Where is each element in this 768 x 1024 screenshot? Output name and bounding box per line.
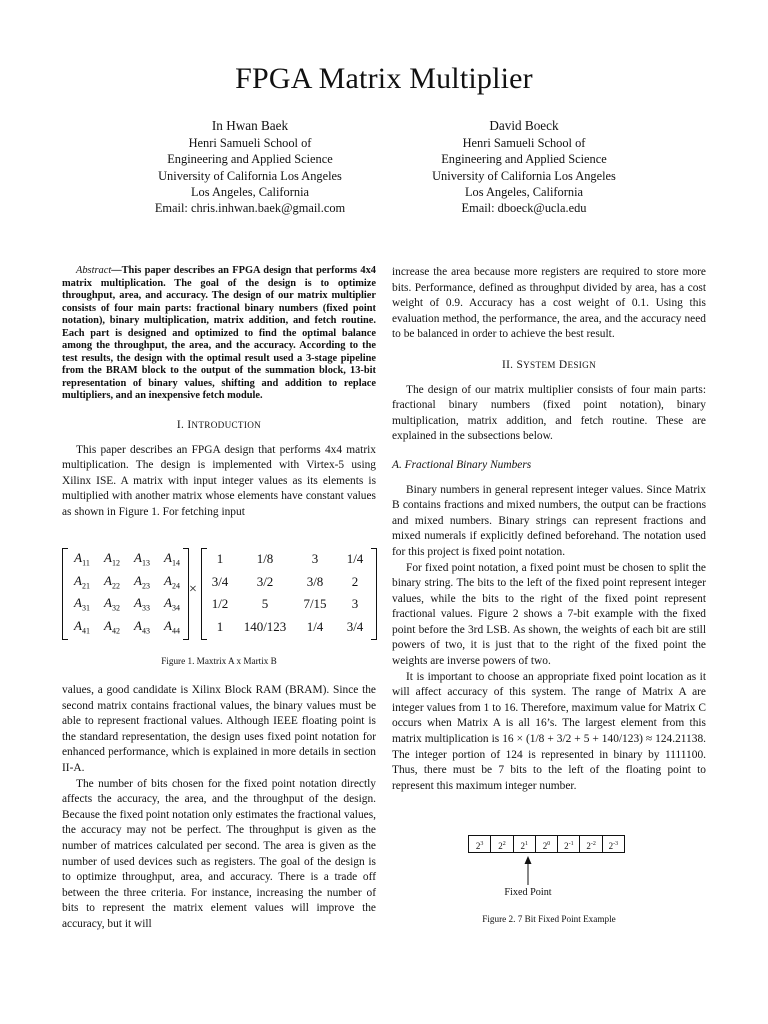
abstract	[62, 265, 376, 403]
times-symbol: ×	[189, 582, 197, 597]
matrix-a	[67, 548, 187, 638]
paragraph: The number of bits chosen for the fixed point notation directly affects the accuracy, the area, and the throughput of the design. Because the fixed point notation only estimates the fractional values, the accuracy may not be perfect. The throughput is given as the number of matrices calculated per second. The area is given as the number of used devices such as registers. The goal of the design is to optimize throughput, area, and accuracy. There is a trade off between the three criteria. For instance, increasing the number of bits to represent the matrix element values will improve the accuracy, but it will	[62, 777, 376, 930]
matrix-a-cell: $A_{12}$	[104, 550, 120, 569]
matrix-b-cell: 3	[311, 551, 319, 567]
matrix-a-cell: $A_{24}$	[164, 572, 180, 591]
paragraph: Binary numbers in general represent integer values. Since Matrix B contains fractions and mixed numbers, the output can be fractions and mixed numbers. Binary strings can represent fractions and mixed numerals if explicitly defined beforehand. The notation used for this project is fixed point notation.	[392, 483, 706, 558]
author-affiliation: Henri Samueli School of	[188, 136, 312, 151]
right-column	[392, 265, 706, 794]
matrix-a-cell: $A_{23}$	[134, 572, 150, 591]
author-1	[120, 118, 380, 216]
matrix-a-cell: $A_{14}$	[164, 550, 180, 569]
bit-weight-cell: $2^{-3}$	[608, 841, 619, 851]
matrix-a-cell: $A_{44}$	[164, 617, 180, 636]
matrix-a-cell: $A_{13}$	[134, 550, 150, 569]
matrix-a-cell: $A_{32}$	[104, 595, 120, 614]
author-email: Email: chris.inhwan.baek@gmail.com	[154, 201, 346, 216]
matrix-b-cell: 1/4	[306, 618, 324, 634]
matrix-b-cell: 140/123	[243, 618, 287, 634]
matrix-b-cell: 2	[351, 573, 359, 589]
author-affiliation: Engineering and Applied Science	[167, 152, 333, 167]
matrix-a-cell: $A_{41}$	[74, 617, 90, 636]
bit-weight-cell: $2^{-2}$	[580, 836, 602, 852]
subsection-heading: A. Fractional Binary Numbers	[392, 458, 532, 471]
matrix-b-cell: 5	[261, 596, 269, 612]
paragraph: For fixed point notation, a fixed point must be chosen to split the binary string. The bits to the left of the fixed point represent integer values, while the bits to the right of the fixed point represent fractional values. Figure 2 shows a 7-bit example with the fixed point before the 3rd LSB. As shown, the weights of each bit are still powers of two, it is just that to the right of the fixed point the weights are inverse powers of two.	[392, 561, 706, 668]
matrix-b-cell: 3/8	[306, 573, 324, 589]
bit-weight-cell: $2^3$	[469, 836, 491, 852]
section-heading: I. INTRODUCTION	[176, 419, 262, 432]
matrix-b-cell: 1/4	[346, 551, 364, 567]
matrix-b-cell: 3/4	[346, 618, 364, 634]
bit-weight-cell: $2^1$	[514, 836, 536, 852]
matrix-b-cell: 1	[216, 551, 224, 567]
bit-weight-cell: $2^0$	[536, 836, 558, 852]
matrix-a-cell: $A_{34}$	[164, 595, 180, 614]
matrix-a-cell: $A_{22}$	[104, 572, 120, 591]
matrix-b-cell: 3	[351, 596, 359, 612]
abstract-label: Abstract	[76, 265, 112, 276]
fixed-point-label: Fixed Point	[504, 887, 552, 898]
matrix-b-cell: 1/8	[256, 551, 274, 567]
paragraph: It is important to choose an appropriate fixed point location as it will affect accuracy of this system. The range of Matrix A are integer values from 1 to 16. Therefore, maximum value for Matrix C occurs when Matrix A is all 16’s. The largest element from this matrix multiplication is 16 × (1/8 + 3/2 + 5 + 140/123) ≈ 124.21138. The integer portion of 124 is represented in binary by 1111100. Thus, there must be 7 bits to the left of the floating point to represent this maximum integer number.	[392, 670, 706, 792]
author-2	[394, 118, 654, 216]
author-name: In Hwan Baek	[211, 118, 289, 133]
figure-2-caption: Figure 2. 7 Bit Fixed Point Example	[482, 914, 616, 924]
matrix-b	[204, 548, 374, 638]
left-column	[62, 265, 376, 521]
paragraph: increase the area because more registers are required to store more bits. Performance, defined as throughput divided by area, has a cost weight of 0.9. Accuracy has a cost weight of 0.1. Using this evaluation method, the performance, the area, and the accuracy need to be balanced in order to achieve the best result.	[392, 266, 706, 341]
matrix-a-cell: $A_{31}$	[74, 595, 90, 614]
matrix-a-cell: $A_{33}$	[134, 595, 150, 614]
figure-1-caption: Figure 1. Maxtrix A x Martix B	[161, 656, 277, 666]
right-bracket	[371, 548, 377, 640]
matrix-a-cell: $A_{42}$	[104, 617, 120, 636]
matrix-a-cell: $A_{21}$	[74, 572, 90, 591]
matrix-b-cell: 1	[216, 618, 224, 634]
author-email: Email: dboeck@ucla.edu	[461, 201, 587, 216]
section-heading: II. SYSTEM DESIGN	[501, 358, 597, 371]
bit-weight-cell: $2^2$	[491, 836, 513, 852]
paragraph: This paper describes an FPGA design that performs 4x4 matrix multiplication. The design is implemented with Virtex-5 using Xilinx ISE. A matrix with input integer values as its elements is multiplied with another matrix whose elements have constant values as shown in Figure 1. For fetching input	[62, 443, 376, 518]
up-arrow-icon	[518, 855, 538, 887]
matrix-figure	[62, 548, 378, 640]
matrix-b-cell: 7/15	[303, 596, 327, 612]
matrix-b-cell: 3/2	[256, 573, 274, 589]
author-affiliation: University of California Los Angeles	[158, 168, 342, 183]
matrix-a-cell: $A_{11}$	[74, 550, 90, 569]
fixed-point-figure	[468, 835, 628, 907]
author-affiliation: Los Angeles, California	[190, 184, 310, 199]
author-affiliation: University of California Los Angeles	[432, 168, 616, 183]
author-affiliation: Engineering and Applied Science	[441, 152, 607, 167]
matrix-b-cell: 1/2	[211, 596, 229, 612]
bit-weight-cell: $2^{-1}$	[558, 836, 580, 852]
paragraph: The design of our matrix multiplier consists of four main parts: fractional binary numbers (fixed point notation), binary multiplication, matrix addition, and fetch routine. These are explained in the subsections below.	[392, 383, 706, 443]
fixed-point-table	[468, 835, 625, 853]
paper-title: FPGA Matrix Multiplier	[235, 62, 533, 95]
paragraph: values, a good candidate is Xilinx Block RAM (BRAM). Since the second matrix contains fractional values, the binary values must be able to represent fractional values. Although IEEE floating point is the standard representation, the design uses fixed point notation for enhanced performance, which is explained in more details in section II-A.	[62, 684, 376, 774]
matrix-b-cell: 3/4	[211, 573, 229, 589]
abstract-text: —This paper describes an FPGA design that performs 4x4 matrix multiplication. The goal of the design is to optimize throughput, area, and accuracy. The design of our matrix multiplier consists of four main parts: fractional binary numbers (fixed point notation), binary multiplication, matrix addition, and fetch routine. Each part is designed and optimized to find the optimal balance among the throughput, the area, and the accuracy. According to the test results, the design with the optimal result used a 3-stage pipeline from the BRAM block to the output of the summation block, 13-bit representation of binary values, shifting and addition to replace multipliers, and an inexpensive fetch module.	[62, 265, 376, 402]
author-affiliation: Henri Samueli School of	[462, 136, 586, 151]
left-column-lower	[62, 683, 376, 933]
matrix-a-cell: $A_{43}$	[134, 617, 150, 636]
author-affiliation: Los Angeles, California	[464, 184, 584, 199]
math-expression: 16 × (1/8 + 3/2 + 5 + 140/123) ≈ 124.21138.	[502, 733, 706, 746]
author-name: David Boeck	[489, 118, 559, 133]
